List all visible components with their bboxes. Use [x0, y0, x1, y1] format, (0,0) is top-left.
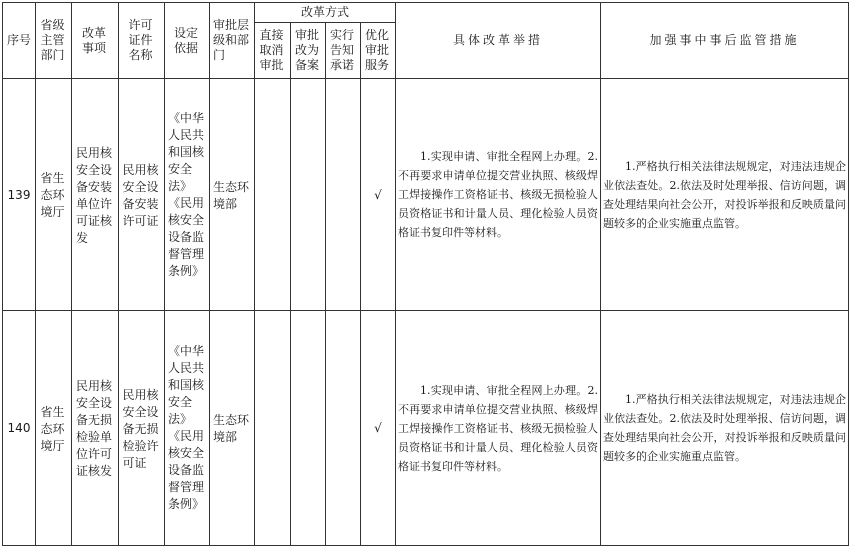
header-item	[72, 3, 119, 79]
header-reform-mode: 改革方式	[255, 3, 396, 23]
cell-item	[72, 311, 119, 546]
cell-approval-text: 生态环境部	[213, 413, 250, 444]
cell-mode-notify	[326, 79, 361, 311]
cell-measures: 1.实现申请、审批全程网上办理。2.不再要求申请单位提交营业执照、核级焊工焊接操作工资格证书、核级无损检验人员资格证书和计量人员、理化检验人员资格证书复印件等材料。	[396, 311, 601, 546]
cell-measures: 1.实现申请、审批全程网上办理。2.不再要求申请单位提交营业执照、核级焊工焊接操作工资格证书、核级无损检验人员资格证书和计量人员、理化检验人员资格证书复印件等材料。	[396, 79, 601, 311]
cell-mode-cancel	[255, 311, 291, 546]
cell-mode-filing	[291, 79, 326, 311]
cell-dept	[36, 79, 72, 311]
header-measures: 具体改革举措	[396, 3, 601, 79]
header-mode-cancel	[255, 23, 291, 79]
header-approval	[210, 3, 255, 79]
cell-license	[119, 311, 165, 546]
cell-basis-text: 《中华人民共和国核安全法》《民用核安全设备监督管理条例》	[168, 110, 205, 278]
reform-table	[2, 2, 849, 546]
cell-mode-filing	[291, 311, 326, 546]
header-row-top	[3, 3, 849, 23]
cell-item-text: 民用核安全设备无损检验单位许可证核发	[76, 379, 113, 478]
header-mode-cancel-text: 直接取消审批	[259, 28, 284, 72]
cell-license-text: 民用核安全设备安装许可证	[122, 162, 159, 228]
header-mode-notify-text: 实行告知承诺	[330, 28, 355, 72]
header-license-text: 许可证件名称	[128, 18, 153, 62]
header-basis	[165, 3, 210, 79]
cell-basis	[165, 79, 210, 311]
cell-mode-cancel	[255, 79, 291, 311]
cell-basis	[165, 311, 210, 546]
cell-supervision: 1.严格执行相关法律法规规定，对违法违规企业依法查处。2.依法及时处理举报、信访问题，调查处理结果向社会公开，对投诉举报和反映质量问题较多的企业实施重点监管。	[601, 311, 849, 546]
header-license	[119, 3, 165, 79]
cell-license	[119, 79, 165, 311]
header-dept-text: 省级主管部门	[40, 18, 65, 62]
header-item-text: 改革事项	[82, 25, 107, 55]
header-dept	[36, 3, 72, 79]
header-mode-filing-text: 审批改为备案	[295, 28, 320, 72]
cell-basis-text: 《中华人民共和国核安全法》《民用核安全设备监督管理条例》	[168, 344, 205, 511]
header-mode-filing	[291, 23, 326, 79]
cell-approval-text: 生态环境部	[213, 179, 250, 211]
cell-mode-optimize: √	[361, 311, 396, 546]
header-supervision: 加强事中事后监管措施	[601, 3, 849, 79]
cell-item-text: 民用核安全设备安装单位许可证核发	[76, 145, 113, 245]
cell-approval	[210, 311, 255, 546]
cell-seq: 139	[3, 79, 36, 311]
cell-license-text: 民用核安全设备无损检验许可证	[122, 387, 159, 470]
cell-dept	[36, 311, 72, 546]
header-basis-text: 设定依据	[174, 25, 199, 55]
cell-mode-optimize: √	[361, 79, 396, 311]
cell-mode-notify	[326, 311, 361, 546]
header-mode-notify	[326, 23, 361, 79]
cell-seq: 140	[3, 311, 36, 546]
header-approval-text: 审批层级和部门	[213, 18, 250, 62]
header-seq: 序号	[3, 3, 36, 79]
cell-dept-text: 省生态环境厅	[40, 171, 65, 219]
header-mode-optimize-text: 优化审批服务	[365, 28, 390, 72]
cell-approval	[210, 79, 255, 311]
cell-dept-text: 省生态环境厅	[40, 404, 65, 453]
cell-item	[72, 79, 119, 311]
table-row	[3, 311, 849, 546]
table-row	[3, 79, 849, 311]
header-mode-optimize	[361, 23, 396, 79]
cell-supervision: 1.严格执行相关法律法规规定，对违法违规企业依法查处。2.依法及时处理举报、信访问题，调查处理结果向社会公开，对投诉举报和反映质量问题较多的企业实施重点监管。	[601, 79, 849, 311]
